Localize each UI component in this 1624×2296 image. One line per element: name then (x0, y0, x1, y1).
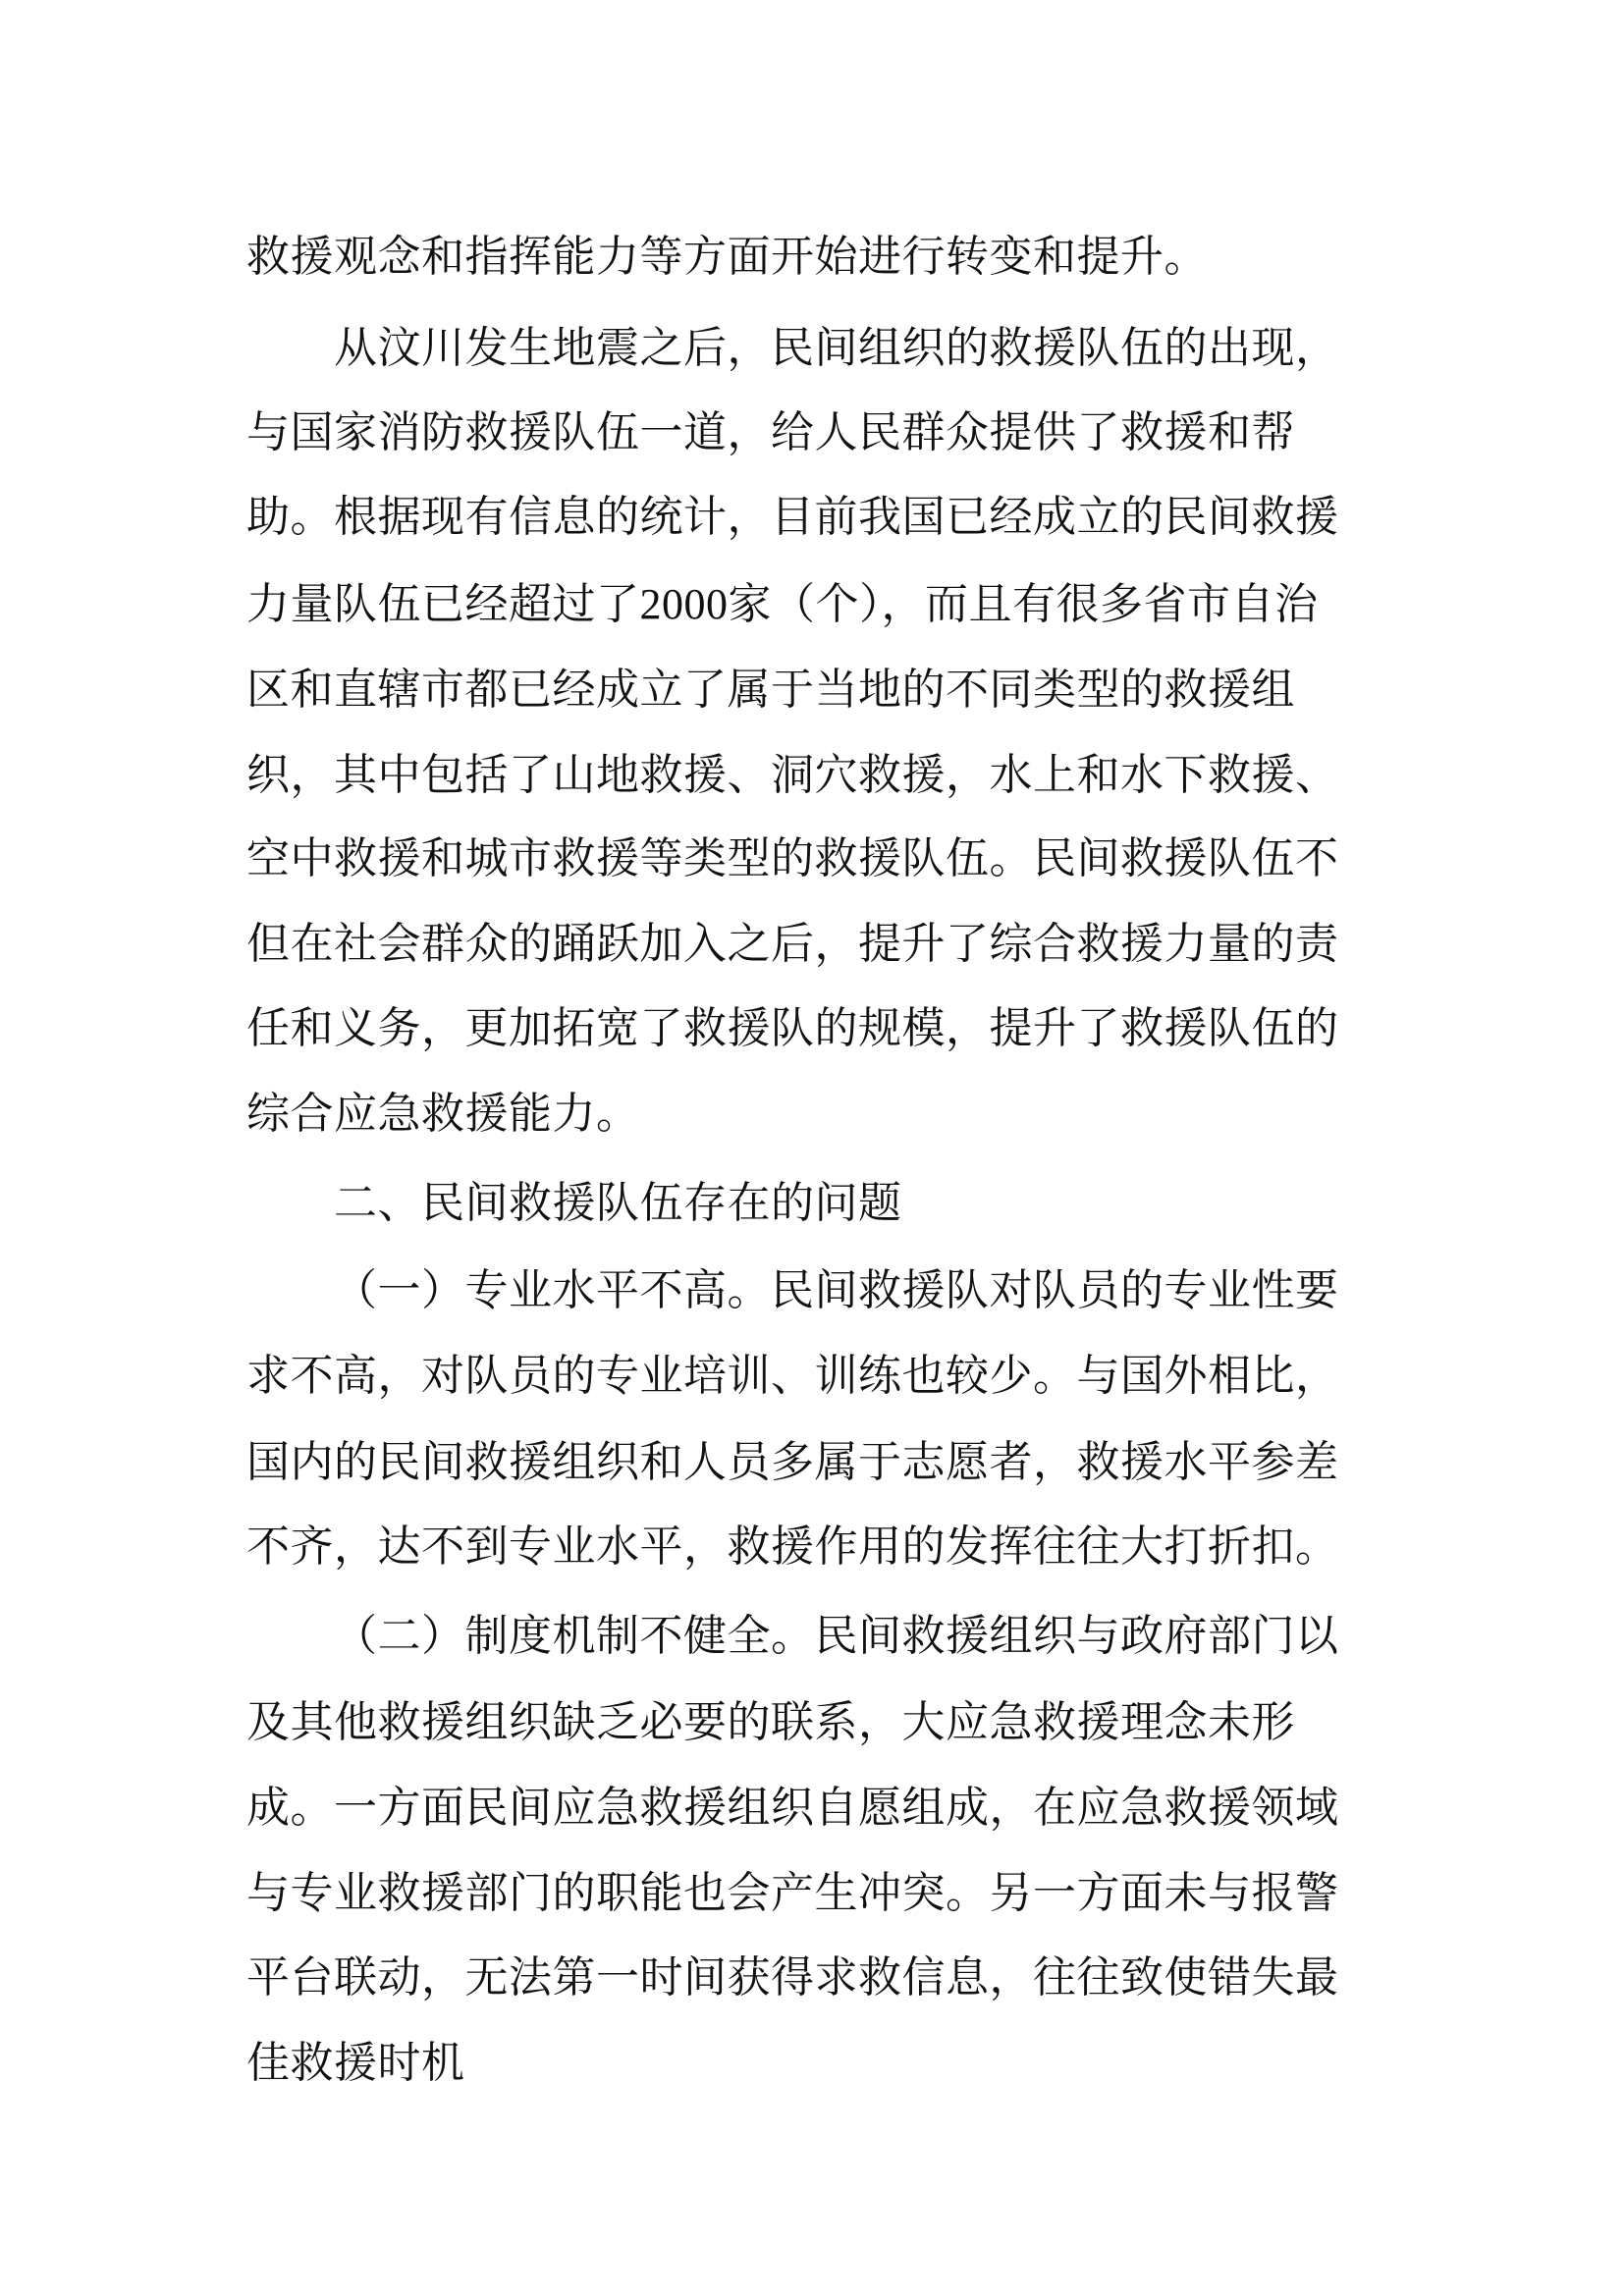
paragraph-line-11: 综合应急救援能力。 (246, 1089, 640, 1139)
line-text-after-number: 家（个），而且有很多省市自治 (728, 579, 1319, 629)
paragraph-line-14: 国内的民间救援组织和人员多属于志愿者，救援水平参差 (246, 1437, 1339, 1487)
section-heading: 二、民间救援队伍存在的问题 (334, 1178, 902, 1228)
paragraph-line-1: 救援观念和指挥能力等方面开始进行转变和提升。 (246, 232, 1208, 282)
paragraph-line-8: 空中救援和城市救援等类型的救援队伍。民间救援队伍不 (246, 833, 1339, 883)
paragraph-line-13: 求不高，对队员的专业培训、训练也较少。与国外相比， (246, 1351, 1339, 1401)
paragraph-line-21: 佳救援时机 (246, 2038, 465, 2088)
paragraph-line-4: 助。根据现有信息的统计，目前我国已经成立的民间救援 (246, 492, 1339, 542)
paragraph-line-20: 平台联动，无法第一时间获得求救信息，往往致使错失最 (246, 1952, 1339, 2002)
paragraph-line-18: 成。一方面民间应急救援组织自愿组成，在应急救援领域 (246, 1783, 1339, 1833)
paragraph-line-3: 与国家消防救援队伍一道，给人民群众提供了救援和帮 (246, 407, 1295, 457)
paragraph-line-16: （二）制度机制不健全。民间救援组织与政府部门以 (334, 1611, 1339, 1661)
paragraph-line-17: 及其他救援组织缺乏必要的联系，大应急救援理念未形 (246, 1697, 1295, 1747)
paragraph-line-6: 区和直辖市都已经成立了属于当地的不同类型的救援组 (246, 665, 1295, 715)
paragraph-line-10: 任和义务，更加拓宽了救援队的规模，提升了救援队伍的 (246, 1003, 1339, 1053)
paragraph-line-7: 织，其中包括了山地救援、洞穴救援，水上和水下救援、 (246, 750, 1339, 800)
team-count-number: 2000 (639, 580, 729, 628)
paragraph-line-15: 不齐，达不到专业水平，救援作用的发挥往往大打折扣。 (246, 1522, 1339, 1572)
paragraph-line-5 (246, 575, 1319, 634)
paragraph-line-9: 但在社会群众的踊跃加入之后，提升了综合救援力量的责 (246, 919, 1339, 969)
paragraph-line-2: 从汶川发生地震之后，民间组织的救援队伍的出现， (334, 323, 1339, 373)
paragraph-line-12: （一）专业水平不高。民间救援队对队员的专业性要 (334, 1265, 1339, 1315)
line-text-before-number: 力量队伍已经超过了 (246, 579, 640, 629)
paragraph-line-19: 与专业救援部门的职能也会产生冲突。另一方面未与报警 (246, 1868, 1339, 1918)
